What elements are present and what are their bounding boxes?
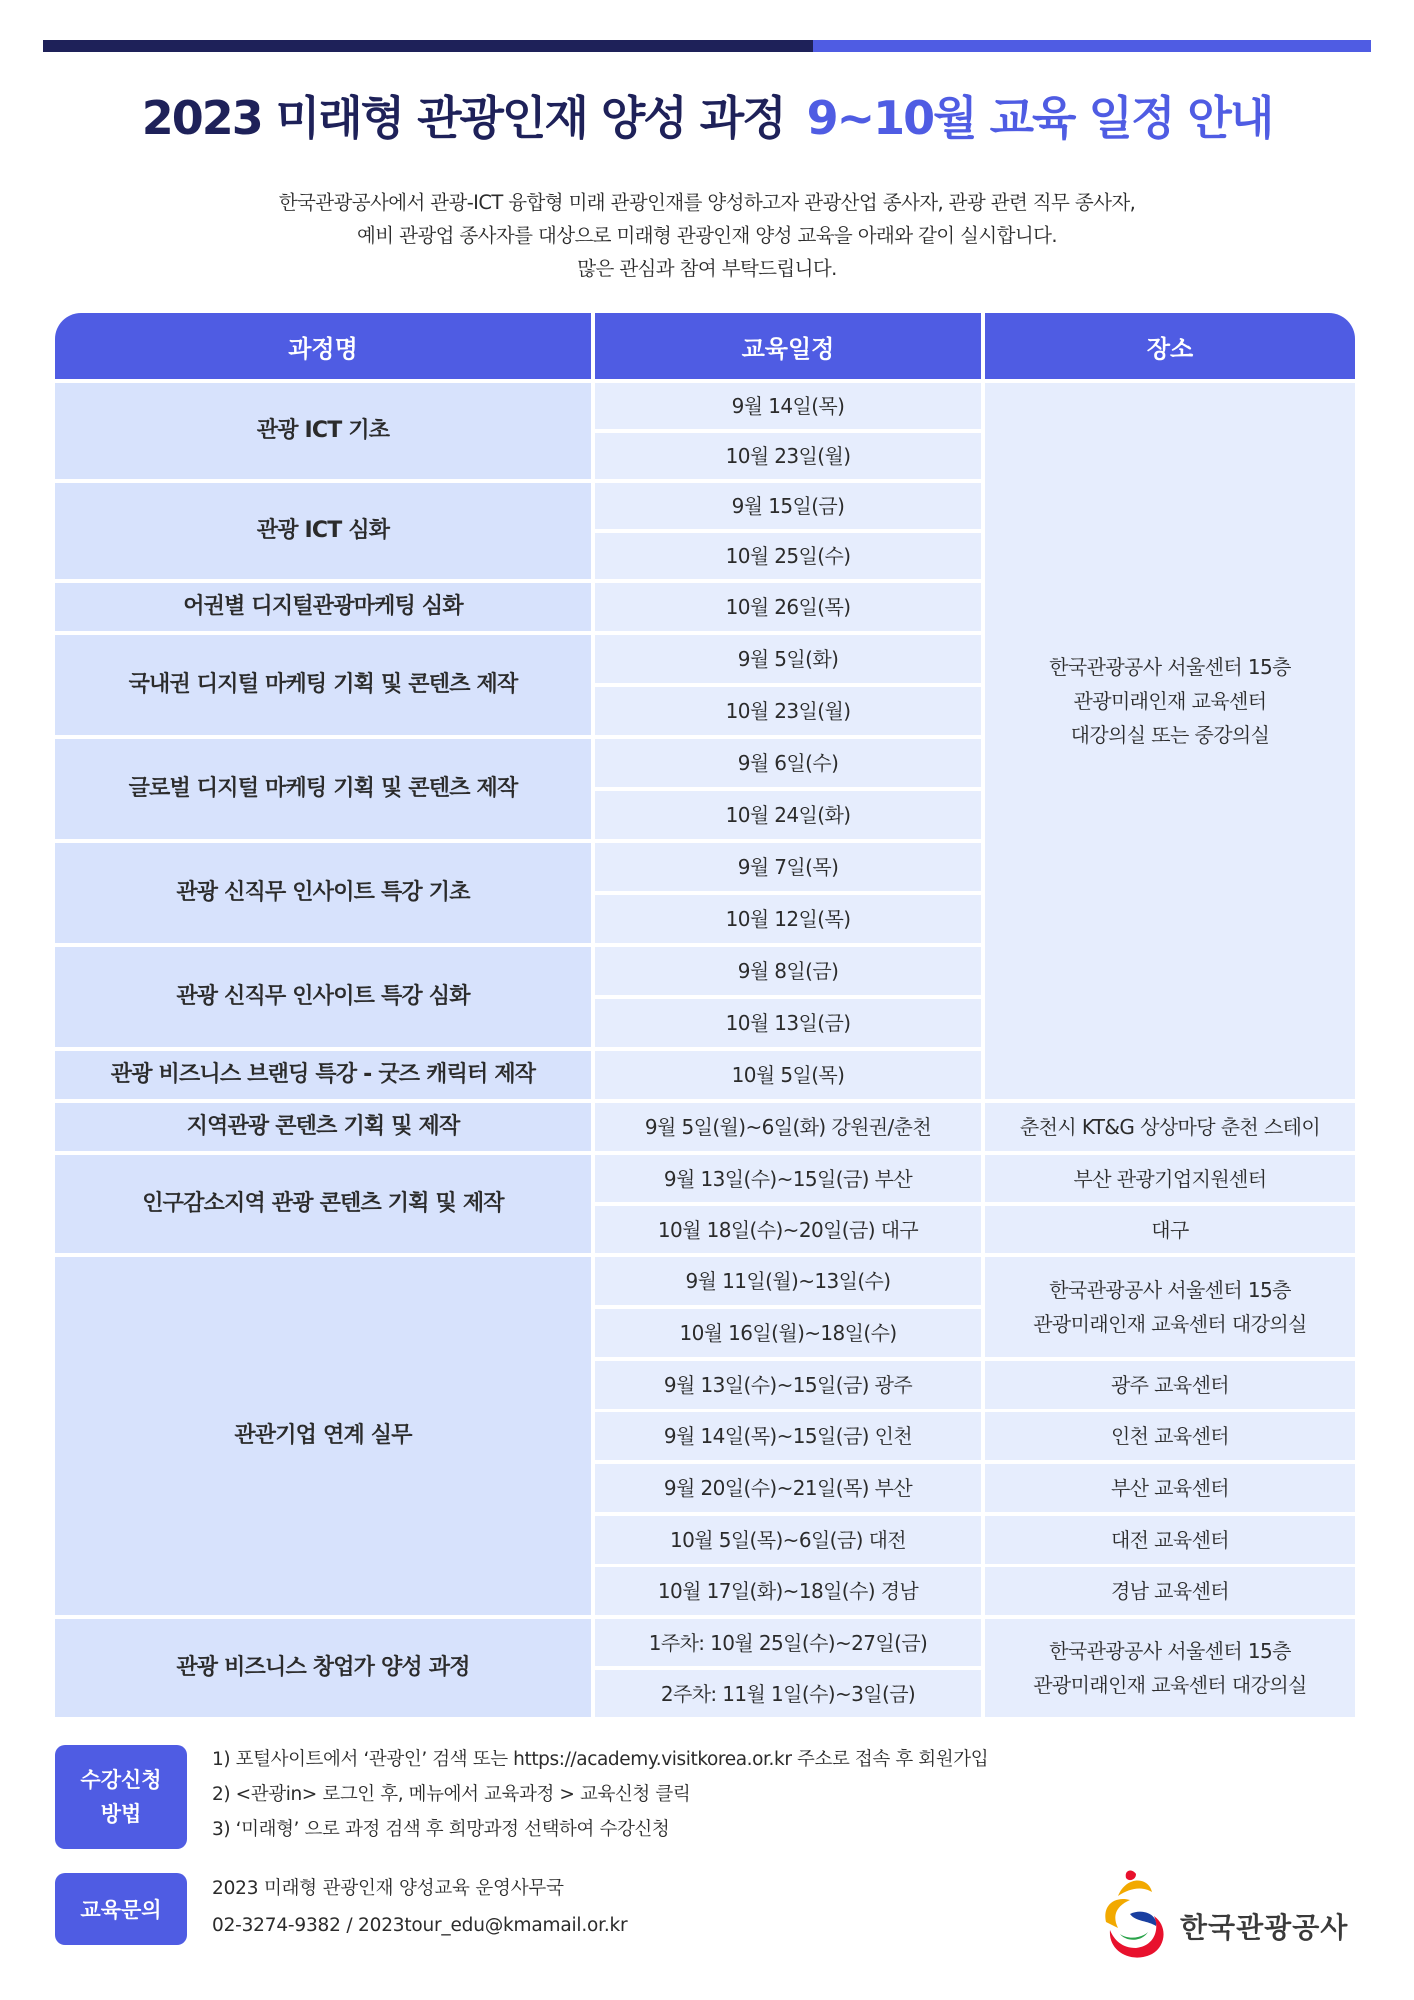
schedule-cell: 10월 5일(목) [595,1051,981,1099]
schedule-cell: 10월 25일(수) [595,533,981,579]
apply-step: 1) 포털사이트에서 ‘관광인’ 검색 또는 https://academy.visitkorea.or.kr 주소로 접속 후 회원가입 [212,1749,989,1770]
apply-method-badge [55,1745,187,1849]
top-bar-dark-segment [43,40,813,52]
course-cell: 관광 비즈니스 창업가 양성 과정 [55,1619,591,1717]
title-main: 2023 미래형 관광인재 양성 과정 [141,91,785,145]
course-cell: 관광 ICT 심화 [55,483,591,579]
schedule-cell: 9월 15일(금) [595,483,981,529]
schedule-cell: 9월 6일(수) [595,739,981,787]
schedule-cell: 10월 23일(월) [595,433,981,479]
schedule-cell: 10월 5일(목)~6일(금) 대전 [595,1516,981,1564]
apply-step: 2) <관광in> 로그인 후, 메뉴에서 교육과정 > 교육신청 클릭 [212,1784,691,1805]
apply-label-line: 수강신청 [80,1768,162,1792]
apply-label-line: 방법 [100,1802,142,1826]
place-cell: 부산 관광기업지원센터 [985,1155,1355,1202]
apply-step: 3) ‘미래형’ 으로 과정 검색 후 희망과정 선택하여 수강신청 [212,1819,670,1840]
course-cell: 인구감소지역 관광 콘텐츠 기획 및 제작 [55,1155,591,1253]
page-title [0,82,1414,148]
apply-steps [212,1742,988,1847]
kto-logo [1096,1868,1376,1968]
schedule-cell: 9월 5일(월)~6일(화) 강원권/춘천 [595,1103,981,1151]
schedule-cell: 9월 14일(목)~15일(금) 인천 [595,1412,981,1460]
schedule-cell: 10월 24일(화) [595,791,981,839]
schedule-cell: 1주차: 10월 25일(수)~27일(금) [595,1619,981,1666]
schedule-cell: 2주차: 11월 1일(수)~3일(금) [595,1670,981,1717]
course-cell: 국내권 디지털 마케팅 기획 및 콘텐츠 제작 [55,635,591,735]
course-cell: 지역관광 콘텐츠 기획 및 제작 [55,1103,591,1151]
schedule-cell: 9월 14일(목) [595,383,981,429]
place-cell: 대구 [985,1206,1355,1253]
intro-line: 한국관광공사에서 관광-ICT 융합형 미래 관광인재를 양성하고자 관광산업 종사자, 관광 관련 직무 종사자, [278,191,1136,214]
title-highlight: 9~10월 교육 일정 안내 [806,91,1273,145]
schedule-cell: 9월 20일(수)~21일(목) 부산 [595,1464,981,1512]
schedule-cell: 10월 26일(목) [595,583,981,631]
top-bar-light-segment [813,40,1371,52]
schedule-cell: 10월 13일(금) [595,999,981,1047]
contact-badge: 교육문의 [55,1873,187,1945]
course-cell: 관광 ICT 기초 [55,383,591,479]
intro-line: 많은 관심과 참여 부탁드립니다. [577,257,837,280]
schedule-cell: 10월 23일(월) [595,687,981,735]
intro-line: 예비 관광업 종사자를 대상으로 미래형 관광인재 양성 교육을 아래와 같이 실시합니다. [357,224,1057,247]
contact-info [212,1870,627,1944]
schedule-cell: 9월 8일(금) [595,947,981,995]
contact-office: 2023 미래형 관광인재 양성교육 운영사무국 [212,1878,564,1899]
schedule-cell: 10월 16일(월)~18일(수) [595,1309,981,1357]
place-cell: 부산 교육센터 [985,1464,1355,1512]
schedule-cell: 9월 7일(목) [595,843,981,891]
schedule-cell: 9월 5일(화) [595,635,981,683]
place-cell: 한국관광공사 서울센터 15층 관광미래인재 교육센터 대강의실 [985,1619,1355,1717]
intro-text [100,186,1314,285]
header-course: 과정명 [55,313,591,379]
schedule-cell: 9월 13일(수)~15일(금) 광주 [595,1361,981,1409]
course-cell: 관광 신직무 인사이트 특강 기초 [55,843,591,943]
course-cell: 관광 비즈니스 브랜딩 특강 - 굿즈 캐릭터 제작 [55,1051,591,1099]
course-cell: 어권별 디지털관광마케팅 심화 [55,583,591,631]
schedule-cell: 10월 12일(목) [595,895,981,943]
kto-logo-text: 한국관광공사 [1180,1911,1349,1944]
place-cell: 광주 교육센터 [985,1361,1355,1409]
course-cell: 글로벌 디지털 마케팅 기획 및 콘텐츠 제작 [55,739,591,839]
place-cell: 춘천시 KT&G 상상마당 춘천 스테이 [985,1103,1355,1151]
place-cell: 대전 교육센터 [985,1516,1355,1564]
course-cell: 관광 신직무 인사이트 특강 심화 [55,947,591,1047]
top-accent-bar [43,40,1371,52]
schedule-cell: 10월 18일(수)~20일(금) 대구 [595,1206,981,1253]
kto-logo-icon [1096,1868,1176,1968]
header-schedule: 교육일정 [595,313,981,379]
contact-phone-email: 02-3274-9382 / 2023tour_edu@kmamail.or.kr [212,1915,628,1936]
schedule-cell: 9월 11일(월)~13일(수) [595,1257,981,1305]
schedule-cell: 9월 13일(수)~15일(금) 부산 [595,1155,981,1202]
place-cell: 경남 교육센터 [985,1567,1355,1615]
place-cell: 한국관광공사 서울센터 15층 관광미래인재 교육센터 대강의실 [985,1257,1355,1357]
header-place: 장소 [985,313,1355,379]
place-cell: 인천 교육센터 [985,1412,1355,1460]
schedule-cell: 10월 17일(화)~18일(수) 경남 [595,1567,981,1615]
course-cell: 관관기업 연계 실무 [55,1257,591,1615]
place-cell: 한국관광공사 서울센터 15층 관광미래인재 교육센터 대강의실 또는 중강의실 [985,383,1355,1099]
